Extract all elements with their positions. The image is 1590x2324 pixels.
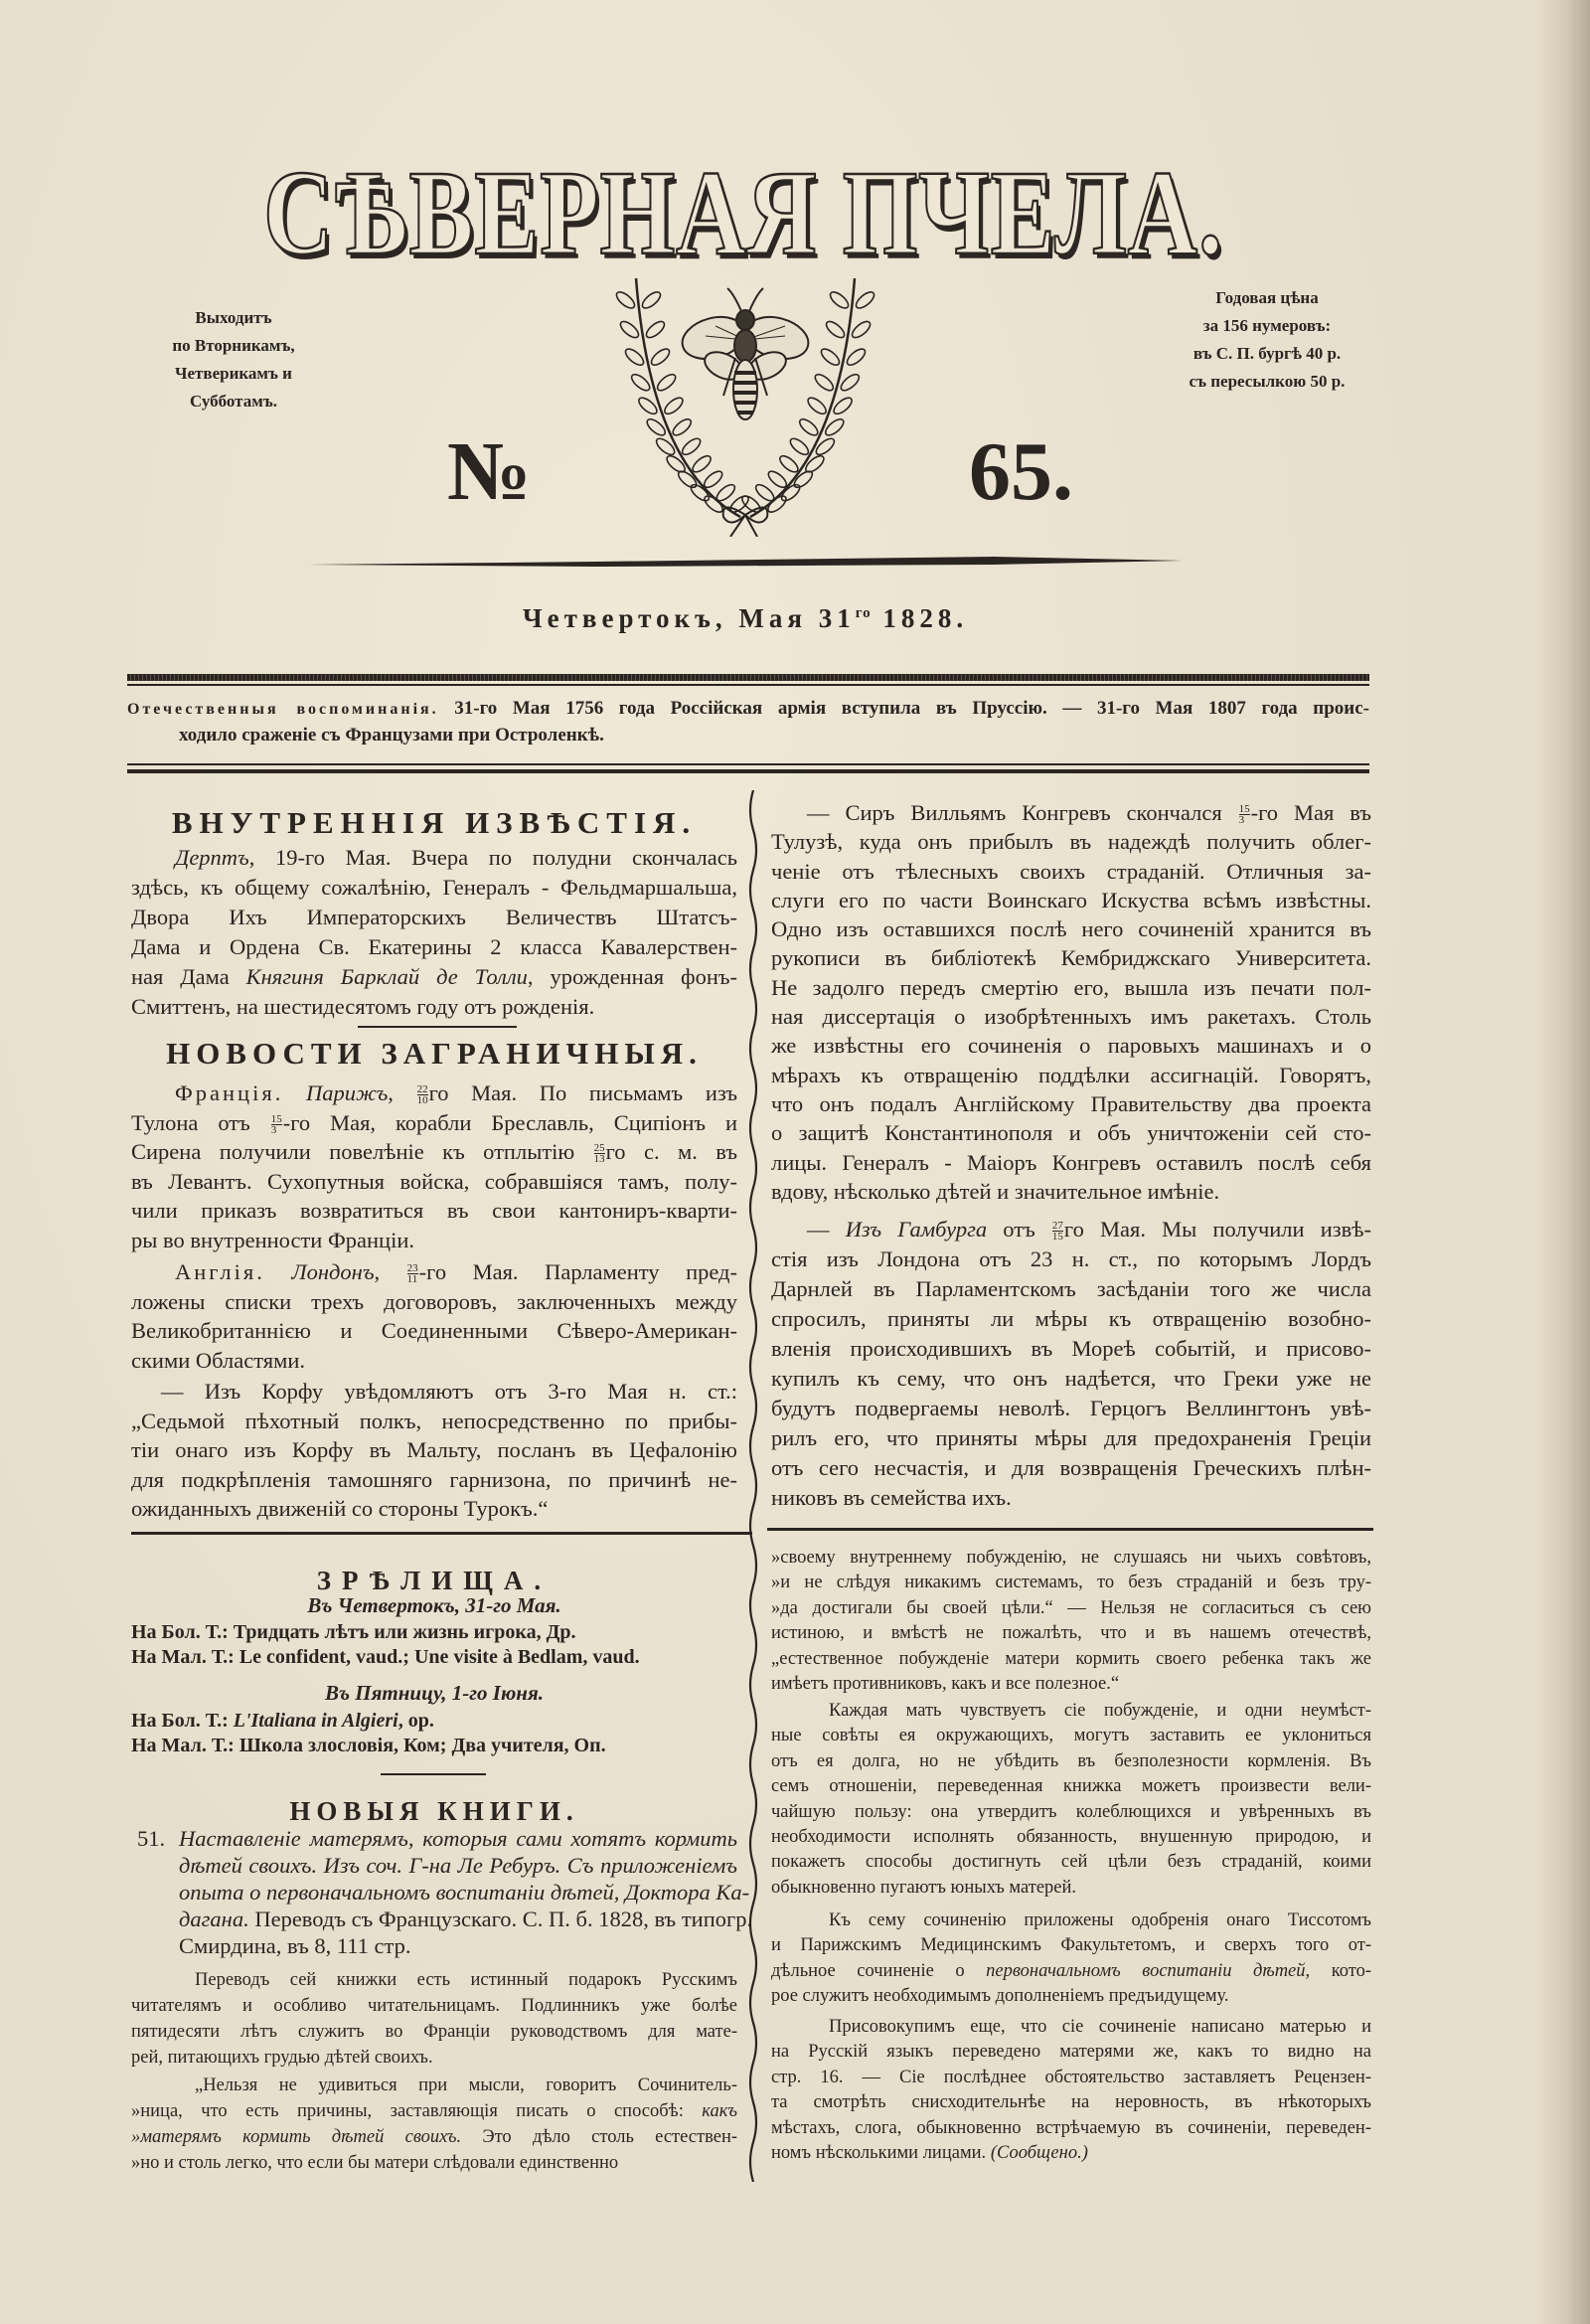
fraction-denominator: 15 xyxy=(1051,1231,1063,1244)
text-line: Дама и Ордена Св. Екатерины 2 класса Кавалерствен- xyxy=(131,934,737,959)
text-line: »да достигали бы своей цѣли.“ — Нельзя не согласиться съ сею xyxy=(771,1597,1371,1618)
text-line xyxy=(131,1257,737,1287)
column-rule xyxy=(131,1532,752,1535)
text-segment: дѣльное сочиненіе о xyxy=(771,1960,987,1981)
text-segment: , ор. xyxy=(398,1710,434,1732)
text-line xyxy=(131,1108,737,1138)
masthead-rule xyxy=(298,553,1192,573)
text-line: чайшую пользу: она утвердитъ колеблющихся и увѣренныхъ въ xyxy=(771,1801,1371,1822)
text-line: Не задолго передъ смертію его, вышла изъ печати пол- xyxy=(771,974,1371,1000)
recollections-text: 31-го Мая 1756 года Россійская армія вступила въ Пруссію. — 31-го Мая 1807 года проис- xyxy=(438,698,1370,719)
price-line: за 156 нумеровъ: xyxy=(1202,316,1332,335)
text-line: на Русскій языкъ переведено матерями же, какъ то видно на xyxy=(771,2042,1371,2063)
text-line: Присовокупимъ еще, что сіе сочиненіе написано матерью и xyxy=(829,2017,1371,2037)
theatre-day-heading: Въ Пятницу, 1-го Іюня. xyxy=(324,1681,545,1705)
italic-text: (Сообщено.) xyxy=(990,2143,1088,2164)
text-line: Дарнлей въ Парламентскомъ засѣданіи того же числа xyxy=(771,1276,1371,1301)
text-segment: го с. м. въ xyxy=(605,1139,737,1164)
italic-text: Дерптъ xyxy=(175,845,249,870)
text-line: Тулузѣ, куда онъ прибылъ въ надеждѣ получить облег- xyxy=(771,829,1371,855)
text-line: „Нельзя не удивиться при мысли, говоритъ Сочинитель- xyxy=(195,2075,737,2095)
text-line: Смирдина, въ 8, 111 стр. xyxy=(179,1933,411,1958)
text-segment: , xyxy=(388,1080,416,1105)
text-line xyxy=(131,843,737,873)
date-fraction xyxy=(407,1263,418,1284)
text-line: »своему внутреннему побужденію, не слушаясь ни чьихъ совѣтовъ, xyxy=(771,1548,1371,1568)
thin-rule xyxy=(127,684,1369,686)
text-line: »но и столь легко, что если бы матери слѣдовали единственно xyxy=(131,2153,619,2173)
fraction-numerator: 22 xyxy=(416,1083,428,1096)
fraction-denominator: 3 xyxy=(270,1123,277,1136)
italic-text: Лондонъ xyxy=(291,1259,375,1284)
text-line: будутъ подвергаемы неволѣ. Герцогъ Веллингтонъ увѣ- xyxy=(771,1396,1371,1420)
text-line: стія изъ Лондона отъ 23 н. ст., по которымъ Лордъ xyxy=(771,1246,1371,1271)
text-line: рей, питающихъ грудью дѣтей своихъ. xyxy=(131,2048,433,2068)
text-segment: -го Мая. Парламенту пред- xyxy=(418,1259,737,1284)
schedule-line: Четверикамъ и xyxy=(175,364,292,383)
double-rule-top xyxy=(127,763,1369,765)
text-line: для подкрѣпленія тамошняго гарнизона, по причинѣ не- xyxy=(131,1466,737,1492)
italic-text: какъ xyxy=(702,2101,737,2121)
text-line: никовъ въ семейства ихъ. xyxy=(771,1485,1012,1510)
text-line xyxy=(131,2098,737,2124)
text-line: Каждая мать чувствуетъ сіе побужденіе, и одни неумѣст- xyxy=(829,1701,1371,1721)
italic-text: дѣтей своихъ. Изъ соч. Г-на Ле Ребуръ. Съ приложеніемъ xyxy=(179,1853,737,1878)
italic-text: опыта о первоначальномъ воспитаніи дѣтей, Доктора Ка- xyxy=(179,1880,750,1905)
schedule-line: по Вторникамъ, xyxy=(172,336,295,355)
text-segment: , урожденная фонъ- xyxy=(527,964,737,989)
text-line xyxy=(771,1959,1371,1984)
text-segment: — Сиръ Вилльямъ Конгревъ скончался xyxy=(807,800,1238,825)
date-year: 1828. xyxy=(882,603,969,633)
column-rule xyxy=(381,1773,486,1775)
text-line: отъ ея долга, но не убѣдить въ безполезности кормленія. Въ xyxy=(771,1750,1371,1771)
schedule-line: Выходитъ xyxy=(195,308,272,327)
text-line: имѣетъ противниковъ, какъ и все полезное.“ xyxy=(771,1674,1120,1695)
text-line: ры во внутренности Франціи. xyxy=(131,1227,414,1252)
text-line: — Изъ Корфу увѣдомляютъ отъ 3-го Мая н. ст.: xyxy=(161,1379,737,1404)
text-line: же извѣстны его сочиненія о паровыхъ машинахъ и о xyxy=(771,1033,1371,1059)
text-segment: номъ нѣсколькими лицами. xyxy=(771,2143,991,2164)
text-line: необходимости исполнять обязанность, внушенную природою, и xyxy=(771,1827,1371,1848)
text-line: Двора Ихъ Императорскихъ Величествъ Штатсъ- xyxy=(131,905,737,929)
spaced-label: Франція. xyxy=(175,1080,284,1105)
recollections-label: Отечественныя воспоминанія. xyxy=(127,701,439,718)
text-segment: , xyxy=(374,1259,406,1284)
book-review-continued xyxy=(771,1909,1371,2010)
text-segment xyxy=(283,1080,306,1105)
text-line: скими Областями. xyxy=(131,1347,305,1373)
text-line: отъ сего несчастія, и для возвращенія Греческихъ плѣн- xyxy=(771,1455,1371,1480)
fraction-numerator: 25 xyxy=(593,1142,605,1155)
fraction-denominator: 10 xyxy=(416,1094,428,1107)
text-segment: го Мая. Мы получили извѣ- xyxy=(1063,1217,1372,1242)
fraction-denominator: 11 xyxy=(406,1273,418,1286)
text-line: слуги его по части Воинскаго Искуства всѣмъ извѣстны. xyxy=(771,887,1371,913)
fraction-numerator: 15 xyxy=(270,1112,282,1125)
date-fraction xyxy=(594,1143,605,1164)
italic-text: первоначальномъ воспитаніи дѣтей xyxy=(986,1960,1306,1981)
text-line: „естественное побужденіе матери кормить своего ребенка такъ же xyxy=(771,1648,1371,1669)
text-line: стр. 16. — Сіе послѣднее обстоятельство заставляетъ Рецензен- xyxy=(771,2067,1371,2087)
fraction-numerator: 23 xyxy=(406,1262,418,1275)
fraction-numerator: 15 xyxy=(1238,803,1250,816)
text-segment: -го Мая, корабли Бреславль, Сципіонъ и xyxy=(282,1109,737,1135)
text-line: рое служитъ необходимымъ дополненіемъ предъидущему. xyxy=(771,1986,1229,2007)
text-line: тіи онаго изъ Корфу въ Мальту, посланъ въ Цефалонію xyxy=(131,1437,737,1462)
recollections-line: ходило сраженіе съ Французами при Остроленкѣ. xyxy=(179,725,604,746)
bee-wreath-emblem-icon xyxy=(596,268,894,537)
italic-text: Наставленіе матерямъ, которыя сами хотятъ кормить xyxy=(179,1826,737,1851)
book-entry xyxy=(179,1825,753,1959)
issue-date xyxy=(0,596,1491,635)
date-day-number: 31 xyxy=(818,603,856,633)
date-month: Мая xyxy=(738,603,807,633)
text-segment: -го Мая въ xyxy=(1250,800,1371,825)
price-line: Годовая цѣна xyxy=(1215,288,1319,307)
text-line xyxy=(131,2124,737,2150)
text-line: спросилъ, приняты ли мѣры къ отвращенію возобно- xyxy=(771,1306,1371,1331)
date-day xyxy=(819,603,872,633)
column-rule xyxy=(767,1528,1373,1531)
newspaper-title: СѢВЕРНАЯ ПЧЕЛА. xyxy=(263,146,1223,280)
date-fraction xyxy=(1239,804,1250,825)
text-segment: На Бол. Т.: xyxy=(131,1710,234,1732)
text-line: въ Левантъ. Сухопутныя войска, собравшіяся тамъ, полу- xyxy=(131,1168,737,1194)
text-line: семъ отношеніи, переведенная книжка можетъ произвести вели- xyxy=(771,1776,1371,1797)
text-line: Одно изъ оставшихся послѣ него сочиненій хранится въ xyxy=(771,916,1371,942)
book-review-continued xyxy=(771,1699,1371,1901)
text-line: ложены списки трехъ договоровъ, заключенныхъ между xyxy=(131,1288,737,1314)
text-line xyxy=(771,2141,1371,2166)
column-divider xyxy=(743,790,763,2182)
text-line: и Парижскимъ Медицинскимъ Факультетомъ, и сверхъ того от- xyxy=(771,1935,1371,1956)
spaced-label: Англія. xyxy=(175,1259,265,1284)
italic-text: L'Italiana in Algieri xyxy=(233,1710,398,1732)
foreign-news-france xyxy=(131,1079,737,1254)
text-segment: Это дѣло столь естествен- xyxy=(461,2127,738,2147)
schedule-line: Субботамъ. xyxy=(190,392,277,411)
date-weekday: Четвертокъ, xyxy=(522,603,727,633)
section-heading-theatre: ЗРѢЛИЩА. xyxy=(316,1566,553,1595)
text-line: вленія происходившихъ въ Мореѣ событій, и присово- xyxy=(771,1336,1371,1361)
text-line: вдову, нѣсколько дѣтей и значительное имѣніе. xyxy=(771,1178,1220,1204)
text-line: здѣсь, къ общему сожалѣнію, Генералъ - Фельдмаршальша, xyxy=(131,875,737,900)
text-segment: Тулона отъ xyxy=(131,1109,270,1135)
text-line xyxy=(179,1879,750,1906)
bee-icon xyxy=(678,288,813,419)
fraction-denominator: 13 xyxy=(593,1153,605,1166)
text-line: что онъ подалъ Англійскому Правительству два проекта xyxy=(771,1090,1371,1116)
text-segment: го Мая. По письмамъ изъ xyxy=(428,1080,738,1105)
section-heading-foreign: НОВОСТИ ЗАГРАНИЧНЫЯ. xyxy=(166,1036,703,1071)
theatre-listings xyxy=(131,1620,737,1670)
text-line: пятидесяти лѣтъ служитъ во Франціи руководствомъ для мате- xyxy=(131,2022,737,2042)
text-segment: , 19-го Мая. Вчера по полудни скончалась xyxy=(248,845,737,870)
text-line: о защитѣ Константинополя и объ уничтоженіи сей сто- xyxy=(771,1120,1371,1146)
issue-number-sign: № xyxy=(447,425,532,518)
text-line: рукописи въ библіотекѣ Кембриджскаго Университета. xyxy=(771,945,1371,971)
text-segment xyxy=(265,1259,292,1284)
italic-text: Княгиня Барклай де Толли xyxy=(245,964,528,989)
text-line: Смиттенъ, на шестидесятомъ году отъ рожденія. xyxy=(131,994,595,1019)
italic-text: Изъ Гамбурга xyxy=(845,1217,988,1242)
subscription-price xyxy=(1153,284,1381,396)
date-fraction xyxy=(271,1114,282,1135)
book-review-paragraph xyxy=(131,1967,737,2071)
text-segment: ная Дама xyxy=(131,964,246,989)
text-line: На Бол. Т.: Тридцать лѣтъ или жизнь игрока, Др. xyxy=(131,1621,576,1643)
text-line xyxy=(179,1825,737,1852)
section-heading-domestic: ВНУТРЕННІЯ ИЗВѢСТІЯ. xyxy=(171,805,698,840)
italic-text: дагана. xyxy=(179,1907,249,1931)
book-entry-number: 51. xyxy=(137,1826,166,1851)
text-line: истиною, и вмѣстѣ не пожалѣть, что и въ нашемъ отечествѣ, xyxy=(771,1623,1371,1644)
text-line: ные совѣты ея окружающихъ, могутъ заставить ее уклониться xyxy=(771,1726,1371,1746)
text-segment: Переводъ съ Французскаго. С. П. б. 1828, въ типогр. xyxy=(248,1907,753,1931)
fraction-numerator: 27 xyxy=(1051,1220,1063,1233)
text-line xyxy=(131,1709,737,1734)
text-line: рилъ его, что приняты мѣры для предохраненія Греціи xyxy=(771,1425,1371,1450)
patriotic-recollections xyxy=(127,696,1369,748)
text-line: Переводъ сей книжки есть истинный подарокъ Русскимъ xyxy=(195,1970,737,1990)
book-review-continued xyxy=(771,1546,1371,1697)
date-fraction xyxy=(1052,1221,1063,1242)
italic-text: Парижъ xyxy=(305,1080,389,1105)
text-line: та смотрѣть снисходительнѣе на неровность, въ нѣкоторыхъ xyxy=(771,2092,1371,2113)
hamburg-news xyxy=(771,1215,1371,1513)
date-day-suffix: го xyxy=(855,605,872,621)
text-line: ожиданныхъ движеній со стороны Турокъ.“ xyxy=(131,1496,549,1521)
text-line: На Мал. Т.: Школа злословія, Ком; Два учителя, Оп. xyxy=(131,1735,606,1756)
text-segment: — xyxy=(807,1217,846,1242)
text-line: ченіе отъ тѣлесныхъ своихъ страданій. Отличныя за- xyxy=(771,858,1371,884)
theatre-day-heading: Въ Четвертокъ, 31-го Мая. xyxy=(307,1593,561,1617)
column-rule xyxy=(358,1026,517,1028)
text-line xyxy=(771,798,1371,827)
text-line: мѣрахъ къ отвращенію поддѣлки ассигнацій. Говорятъ, xyxy=(771,1062,1371,1087)
text-line: »и не слѣдуя никакимъ системамъ, то безъ страданій и безъ тру- xyxy=(771,1573,1371,1593)
text-line: покажетъ способы достигнуть сей цѣли безъ страданій, коими xyxy=(771,1852,1371,1873)
section-heading-books: НОВЫЯ КНИГИ. xyxy=(289,1796,579,1826)
thick-rule xyxy=(127,674,1369,681)
price-line: съ пересылкою 50 р. xyxy=(1189,372,1346,391)
text-line: мѣстахъ, слога, обыкновенно встрѣчаемую въ сочиненіи, переведен- xyxy=(771,2117,1371,2138)
text-line: „Седьмой пѣхотный полкъ, непосредственно по прибы- xyxy=(131,1408,737,1433)
text-segment: отъ xyxy=(987,1217,1051,1242)
congreve-obituary xyxy=(771,798,1371,1206)
text-segment: »ница, что есть причины, заставляющія писать о способѣ: xyxy=(131,2101,703,2121)
issue-number: 65. xyxy=(969,425,1073,518)
text-segment: Сирена получили повелѣніе къ отплытію xyxy=(131,1139,593,1164)
book-review-paragraph xyxy=(131,2073,737,2176)
fraction-denominator: 3 xyxy=(1238,814,1245,827)
text-line xyxy=(131,1137,737,1167)
text-line xyxy=(131,1079,737,1108)
double-rule-bottom xyxy=(127,769,1369,773)
text-line: Великобританнією и Соединенными Сѣверо-Американ- xyxy=(131,1318,737,1343)
book-review-continued xyxy=(771,2015,1371,2166)
text-line xyxy=(131,962,737,992)
text-line: купилъ къ сему, что онъ надѣется, что Греки уже не xyxy=(771,1366,1371,1391)
text-line: На Мал. Т.: Le confident, vaud.; Une visite à Bedlam, vaud. xyxy=(131,1646,640,1668)
text-line xyxy=(179,1906,753,1932)
date-fraction xyxy=(417,1084,428,1105)
text-line xyxy=(179,1852,737,1879)
foreign-news-england xyxy=(131,1257,737,1375)
theatre-listings xyxy=(131,1709,737,1758)
text-line: обыкновенно пугаютъ юныхъ матерей. xyxy=(771,1877,1077,1898)
domestic-news-paragraph xyxy=(131,843,737,1022)
text-line xyxy=(771,1215,1371,1245)
text-segment: , кото- xyxy=(1305,1960,1372,1981)
text-line: чили приказъ возвратиться въ свои кантониръ-кварти- xyxy=(131,1198,737,1223)
text-line: читателямъ и особливо читательницамъ. Подлинникъ уже болѣе xyxy=(131,1996,737,2016)
italic-text: »матерямъ кормить дѣтей своихъ. xyxy=(131,2127,462,2147)
text-line: лицы. Генералъ - Маіоръ Конгревъ оставилъ послѣ себя xyxy=(771,1149,1371,1175)
text-line: Къ сему сочиненію приложены одобренія онаго Тиссотомъ xyxy=(829,1910,1371,1930)
text-line: ная диссертація о изобрѣтенныхъ имъ ракетахъ. Столь xyxy=(771,1004,1371,1030)
publication-schedule xyxy=(139,304,328,415)
recollections-line xyxy=(127,696,1369,723)
price-line: въ С. П. бургѣ 40 р. xyxy=(1192,344,1342,363)
foreign-news-corfu xyxy=(131,1377,737,1524)
